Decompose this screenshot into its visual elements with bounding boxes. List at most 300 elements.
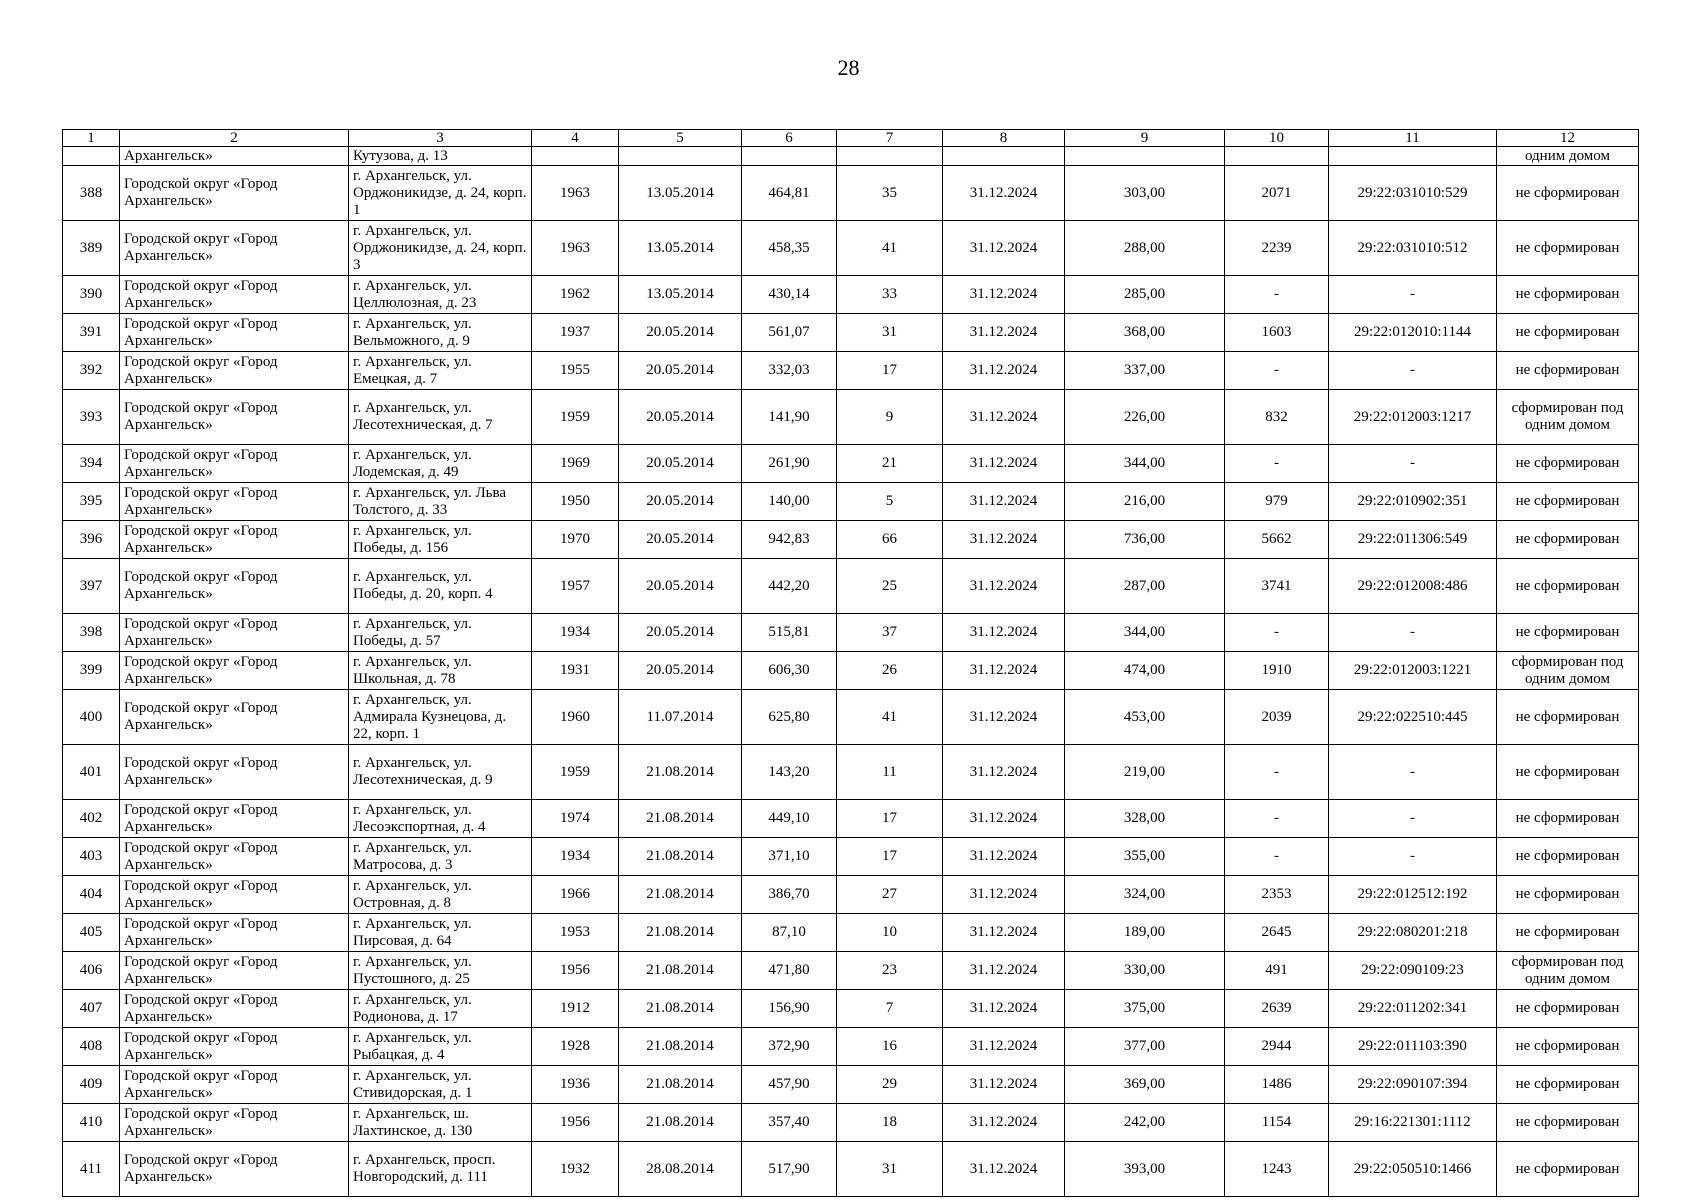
cell-residents: 35 (837, 166, 943, 221)
cell-year: 1955 (532, 352, 619, 390)
cell-residents: 29 (837, 1066, 943, 1104)
table-row (63, 1142, 1639, 1197)
cell-status: не сформирован (1497, 1104, 1639, 1142)
cell-year: 1934 (532, 614, 619, 652)
cell-number: 405 (63, 914, 120, 952)
page-number: 28 (837, 55, 860, 80)
table-row (63, 990, 1639, 1028)
cell-date: 13.05.2014 (619, 276, 742, 314)
column-header: 9 (1065, 130, 1225, 147)
cell-deadline: 31.12.2024 (943, 800, 1065, 838)
cell-cadastral: - (1329, 445, 1497, 483)
table-row (63, 276, 1639, 314)
column-header: 6 (742, 130, 837, 147)
cell-date: 20.05.2014 (619, 559, 742, 614)
column-header: 12 (1497, 130, 1639, 147)
cell-year: 1956 (532, 1104, 619, 1142)
cell-residents: 10 (837, 914, 943, 952)
cell-plot: 2353 (1225, 876, 1329, 914)
cell-cadastral: - (1329, 745, 1497, 800)
cell-status: не сформирован (1497, 614, 1639, 652)
cell-address: г. Архангельск, ул. Орджоникидзе, д. 24, корп. 1 (349, 166, 532, 221)
cell-date: 13.05.2014 (619, 221, 742, 276)
column-header: 4 (532, 130, 619, 147)
cell-land-area: 285,00 (1065, 276, 1225, 314)
cell-number: 407 (63, 990, 120, 1028)
table-row (63, 876, 1639, 914)
cell-date: 20.05.2014 (619, 614, 742, 652)
cell-residents: 11 (837, 745, 943, 800)
cell-cadastral: - (1329, 352, 1497, 390)
cell-year: 1934 (532, 838, 619, 876)
cell-year: 1970 (532, 521, 619, 559)
cell-year: 1966 (532, 876, 619, 914)
cell-owner: Городской округ «Город Архангельск» (120, 652, 349, 690)
cell-residents: 66 (837, 521, 943, 559)
cell-number: 393 (63, 390, 120, 445)
cell-land-area: 337,00 (1065, 352, 1225, 390)
cell-cadastral: 29:22:012008:486 (1329, 559, 1497, 614)
column-number-header (63, 130, 1639, 147)
cell-deadline: 31.12.2024 (943, 652, 1065, 690)
cell-land-area: 368,00 (1065, 314, 1225, 352)
cell-land-area: 377,00 (1065, 1028, 1225, 1066)
cell-deadline: 31.12.2024 (943, 1028, 1065, 1066)
cell-status: не сформирован (1497, 914, 1639, 952)
cell-cadastral: 29:22:090109:23 (1329, 952, 1497, 990)
cell-area: 261,90 (742, 445, 837, 483)
cell-owner: Городской округ «Город Архангельск» (120, 1142, 349, 1197)
cell-number: 406 (63, 952, 120, 990)
cell-date: 21.08.2014 (619, 914, 742, 952)
cell-address: г. Архангельск, ул. Стивидорская, д. 1 (349, 1066, 532, 1104)
column-header: 3 (349, 130, 532, 147)
cell-address: г. Архангельск, ул. Пустошного, д. 25 (349, 952, 532, 990)
cell-plot: 2944 (1225, 1028, 1329, 1066)
cell-plot: 2645 (1225, 914, 1329, 952)
cell-residents: 18 (837, 1104, 943, 1142)
cell-owner: Городской округ «Город Архангельск» (120, 221, 349, 276)
cell-residents: 31 (837, 314, 943, 352)
cell-cadastral: 29:22:022510:445 (1329, 690, 1497, 745)
cell-cadastral: 29:22:012003:1217 (1329, 390, 1497, 445)
cell-area: 87,10 (742, 914, 837, 952)
cell-plot: - (1225, 838, 1329, 876)
cell-area: 517,90 (742, 1142, 837, 1197)
cell-plot: 3741 (1225, 559, 1329, 614)
cell-deadline: 31.12.2024 (943, 1066, 1065, 1104)
cell-land-area: 355,00 (1065, 838, 1225, 876)
cell-area: 471,80 (742, 952, 837, 990)
cell-area: 141,90 (742, 390, 837, 445)
cell-land-area: 242,00 (1065, 1104, 1225, 1142)
cell-residents: 26 (837, 652, 943, 690)
cell-number: 409 (63, 1066, 120, 1104)
cell-year: 1936 (532, 1066, 619, 1104)
cell-date: 20.05.2014 (619, 314, 742, 352)
cell-residents: 7 (837, 990, 943, 1028)
table-row (63, 521, 1639, 559)
cell-status: сформирован под одним домом (1497, 652, 1639, 690)
cell-area: 625,80 (742, 690, 837, 745)
table-row (63, 352, 1639, 390)
cell-date: 21.08.2014 (619, 1028, 742, 1066)
cell-deadline: 31.12.2024 (943, 838, 1065, 876)
cell-land-area (1065, 147, 1225, 166)
cell-deadline: 31.12.2024 (943, 745, 1065, 800)
cell-plot (1225, 147, 1329, 166)
cell-cadastral: - (1329, 614, 1497, 652)
cell-number: 391 (63, 314, 120, 352)
column-header: 5 (619, 130, 742, 147)
cell-cadastral: 29:22:012512:192 (1329, 876, 1497, 914)
cell-deadline: 31.12.2024 (943, 990, 1065, 1028)
cell-area: 332,03 (742, 352, 837, 390)
cell-deadline: 31.12.2024 (943, 952, 1065, 990)
cell-address: г. Архангельск, ул. Адмирала Кузнецова, д. 22, корп. 1 (349, 690, 532, 745)
cell-land-area: 226,00 (1065, 390, 1225, 445)
cell-cadastral: 29:22:050510:1466 (1329, 1142, 1497, 1197)
cell-status: не сформирован (1497, 483, 1639, 521)
cell-area: 464,81 (742, 166, 837, 221)
cell-plot: 1154 (1225, 1104, 1329, 1142)
cell-number: 390 (63, 276, 120, 314)
cell-area: 156,90 (742, 990, 837, 1028)
cell-area: 561,07 (742, 314, 837, 352)
cell-number: 394 (63, 445, 120, 483)
cell-year: 1937 (532, 314, 619, 352)
cell-owner: Городской округ «Город Архангельск» (120, 914, 349, 952)
cell-area: 140,00 (742, 483, 837, 521)
cell-number: 402 (63, 800, 120, 838)
cell-plot: 979 (1225, 483, 1329, 521)
cell-land-area: 393,00 (1065, 1142, 1225, 1197)
continuation-row (63, 147, 1639, 166)
cell-address: г. Архангельск, ш. Лахтинское, д. 130 (349, 1104, 532, 1142)
cell-number: 396 (63, 521, 120, 559)
cell-residents: 27 (837, 876, 943, 914)
cell-residents: 41 (837, 221, 943, 276)
cell-land-area: 303,00 (1065, 166, 1225, 221)
cell-status: не сформирован (1497, 276, 1639, 314)
cell-residents: 9 (837, 390, 943, 445)
cell-deadline: 31.12.2024 (943, 352, 1065, 390)
cell-land-area: 344,00 (1065, 614, 1225, 652)
table-row (63, 652, 1639, 690)
cell-date: 21.08.2014 (619, 876, 742, 914)
table-row (63, 314, 1639, 352)
cell-deadline: 31.12.2024 (943, 390, 1065, 445)
cell-cadastral: - (1329, 800, 1497, 838)
cell-number: 399 (63, 652, 120, 690)
header-row (63, 130, 1639, 147)
cell-owner: Городской округ «Город Архангельск» (120, 1028, 349, 1066)
cell-owner: Городской округ «Город Архангельск» (120, 990, 349, 1028)
cell-land-area: 328,00 (1065, 800, 1225, 838)
table-row (63, 745, 1639, 800)
cell-number: 403 (63, 838, 120, 876)
cell-area: 515,81 (742, 614, 837, 652)
cell-area: 357,40 (742, 1104, 837, 1142)
column-header: 1 (63, 130, 120, 147)
cell-number (63, 147, 120, 166)
cell-owner: Городской округ «Город Архангельск» (120, 445, 349, 483)
cell-number: 410 (63, 1104, 120, 1142)
cell-deadline: 31.12.2024 (943, 276, 1065, 314)
cell-status: сформирован под одним домом (1497, 952, 1639, 990)
table-row (63, 166, 1639, 221)
cell-status: не сформирован (1497, 521, 1639, 559)
cell-cadastral: 29:22:010902:351 (1329, 483, 1497, 521)
cell-status: не сформирован (1497, 800, 1639, 838)
cell-plot: 832 (1225, 390, 1329, 445)
cell-land-area: 736,00 (1065, 521, 1225, 559)
cell-cadastral: 29:22:090107:394 (1329, 1066, 1497, 1104)
cell-year: 1962 (532, 276, 619, 314)
cell-number: 392 (63, 352, 120, 390)
cell-date: 21.08.2014 (619, 800, 742, 838)
cell-year: 1960 (532, 690, 619, 745)
cell-year (532, 147, 619, 166)
cell-year: 1950 (532, 483, 619, 521)
cell-plot: 5662 (1225, 521, 1329, 559)
cell-address: г. Архангельск, ул. Лесотехническая, д. 7 (349, 390, 532, 445)
cell-cadastral: 29:22:080201:218 (1329, 914, 1497, 952)
cell-address: г. Архангельск, ул. Победы, д. 20, корп. 4 (349, 559, 532, 614)
cell-address: г. Архангельск, ул. Победы, д. 156 (349, 521, 532, 559)
cell-plot: - (1225, 800, 1329, 838)
cell-owner: Городской округ «Город Архангельск» (120, 276, 349, 314)
cell-deadline: 31.12.2024 (943, 1142, 1065, 1197)
cell-year: 1959 (532, 390, 619, 445)
cell-deadline (943, 147, 1065, 166)
cell-owner: Городской округ «Город Архангельск» (120, 952, 349, 990)
cell-residents: 17 (837, 838, 943, 876)
cell-address: г. Архангельск, ул. Льва Толстого, д. 33 (349, 483, 532, 521)
cell-year: 1957 (532, 559, 619, 614)
cell-number: 389 (63, 221, 120, 276)
cell-plot: - (1225, 352, 1329, 390)
cell-status: не сформирован (1497, 745, 1639, 800)
cell-owner: Городской округ «Город Архангельск» (120, 1104, 349, 1142)
cell-plot: 1910 (1225, 652, 1329, 690)
cell-status: не сформирован (1497, 1066, 1639, 1104)
cell-address: г. Архангельск, ул. Лодемская, д. 49 (349, 445, 532, 483)
table-row (63, 952, 1639, 990)
table-row (63, 838, 1639, 876)
cell-owner: Городской округ «Город Архангельск» (120, 559, 349, 614)
cell-land-area: 219,00 (1065, 745, 1225, 800)
cell-year: 1956 (532, 952, 619, 990)
cell-deadline: 31.12.2024 (943, 1104, 1065, 1142)
table-row (63, 390, 1639, 445)
cell-owner: Городской округ «Город Архангельск» (120, 1066, 349, 1104)
cell-status: не сформирован (1497, 990, 1639, 1028)
cell-date: 13.05.2014 (619, 166, 742, 221)
cell-plot: 1603 (1225, 314, 1329, 352)
cell-area: 458,35 (742, 221, 837, 276)
cell-year: 1963 (532, 221, 619, 276)
cell-residents: 33 (837, 276, 943, 314)
cell-plot: 2639 (1225, 990, 1329, 1028)
cell-number: 400 (63, 690, 120, 745)
cell-area: 449,10 (742, 800, 837, 838)
cell-address: г. Архангельск, ул. Островная, д. 8 (349, 876, 532, 914)
cell-status: одним домом (1497, 147, 1639, 166)
cell-residents: 25 (837, 559, 943, 614)
cell-deadline: 31.12.2024 (943, 690, 1065, 745)
cell-cadastral: 29:22:012010:1144 (1329, 314, 1497, 352)
cell-plot: - (1225, 745, 1329, 800)
cell-area (742, 147, 837, 166)
cell-land-area: 216,00 (1065, 483, 1225, 521)
cell-address: г. Архангельск, просп. Новгородский, д. 111 (349, 1142, 532, 1197)
cell-land-area: 330,00 (1065, 952, 1225, 990)
cell-address: г. Архангельск, ул. Лесотехническая, д. 9 (349, 745, 532, 800)
cell-land-area: 288,00 (1065, 221, 1225, 276)
cell-residents: 17 (837, 800, 943, 838)
table-body (63, 147, 1639, 1197)
column-header: 2 (120, 130, 349, 147)
cell-land-area: 453,00 (1065, 690, 1225, 745)
cell-date: 21.08.2014 (619, 990, 742, 1028)
table-row (63, 614, 1639, 652)
cell-address: г. Архангельск, ул. Вельможного, д. 9 (349, 314, 532, 352)
cell-year: 1963 (532, 166, 619, 221)
cell-number: 404 (63, 876, 120, 914)
cell-area: 372,90 (742, 1028, 837, 1066)
cell-owner: Городской округ «Город Архангельск» (120, 838, 349, 876)
column-header: 11 (1329, 130, 1497, 147)
cell-area: 942,83 (742, 521, 837, 559)
cell-date: 28.08.2014 (619, 1142, 742, 1197)
cell-cadastral: 29:16:221301:1112 (1329, 1104, 1497, 1142)
cell-date: 21.08.2014 (619, 1066, 742, 1104)
cell-number: 397 (63, 559, 120, 614)
cell-owner: Городской округ «Город Архангельск» (120, 800, 349, 838)
table-row (63, 445, 1639, 483)
cell-number: 408 (63, 1028, 120, 1066)
cell-owner: Городской округ «Город Архангельск» (120, 876, 349, 914)
cell-land-area: 344,00 (1065, 445, 1225, 483)
table-row (63, 1028, 1639, 1066)
cell-plot: - (1225, 276, 1329, 314)
cell-land-area: 324,00 (1065, 876, 1225, 914)
cell-number: 401 (63, 745, 120, 800)
cell-area: 457,90 (742, 1066, 837, 1104)
cell-plot: 2039 (1225, 690, 1329, 745)
cell-owner: Городской округ «Город Архангельск» (120, 314, 349, 352)
cell-number: 398 (63, 614, 120, 652)
cell-owner: Городской округ «Город Архангельск» (120, 483, 349, 521)
cell-cadastral: 29:22:012003:1221 (1329, 652, 1497, 690)
cell-owner: Городской округ «Город Архангельск» (120, 166, 349, 221)
cell-address: Кутузова, д. 13 (349, 147, 532, 166)
table-row (63, 914, 1639, 952)
table-row (63, 690, 1639, 745)
cell-address: г. Архангельск, ул. Лесоэкспортная, д. 4 (349, 800, 532, 838)
cell-cadastral: 29:22:031010:529 (1329, 166, 1497, 221)
cell-residents (837, 147, 943, 166)
cell-cadastral: 29:22:011306:549 (1329, 521, 1497, 559)
cell-status: не сформирован (1497, 445, 1639, 483)
cell-date (619, 147, 742, 166)
column-header: 7 (837, 130, 943, 147)
cell-area: 442,20 (742, 559, 837, 614)
cell-land-area: 375,00 (1065, 990, 1225, 1028)
cell-status: не сформирован (1497, 221, 1639, 276)
housing-registry-table (62, 129, 1639, 1197)
cell-owner: Городской округ «Город Архангельск» (120, 352, 349, 390)
cell-plot: 1486 (1225, 1066, 1329, 1104)
table-row (63, 559, 1639, 614)
cell-plot: - (1225, 614, 1329, 652)
table-row (63, 221, 1639, 276)
cell-plot: 2239 (1225, 221, 1329, 276)
cell-area: 371,10 (742, 838, 837, 876)
cell-cadastral (1329, 147, 1497, 166)
cell-land-area: 189,00 (1065, 914, 1225, 952)
cell-deadline: 31.12.2024 (943, 521, 1065, 559)
cell-address: г. Архангельск, ул. Родионова, д. 17 (349, 990, 532, 1028)
cell-address: г. Архангельск, ул. Орджоникидзе, д. 24, корп. 3 (349, 221, 532, 276)
cell-owner: Городской округ «Город Архангельск» (120, 745, 349, 800)
cell-owner: Городской округ «Город Архангельск» (120, 614, 349, 652)
column-header: 10 (1225, 130, 1329, 147)
cell-address: г. Архангельск, ул. Победы, д. 57 (349, 614, 532, 652)
cell-address: г. Архангельск, ул. Рыбацкая, д. 4 (349, 1028, 532, 1066)
cell-cadastral: - (1329, 838, 1497, 876)
cell-cadastral: 29:22:011202:341 (1329, 990, 1497, 1028)
cell-plot: 491 (1225, 952, 1329, 990)
cell-cadastral: 29:22:011103:390 (1329, 1028, 1497, 1066)
cell-year: 1953 (532, 914, 619, 952)
cell-owner: Городской округ «Город Архангельск» (120, 521, 349, 559)
cell-address: г. Архангельск, ул. Емецкая, д. 7 (349, 352, 532, 390)
cell-date: 20.05.2014 (619, 352, 742, 390)
cell-area: 606,30 (742, 652, 837, 690)
cell-number: 411 (63, 1142, 120, 1197)
cell-residents: 5 (837, 483, 943, 521)
cell-address: г. Архангельск, ул. Целлюлозная, д. 23 (349, 276, 532, 314)
cell-deadline: 31.12.2024 (943, 614, 1065, 652)
cell-status: не сформирован (1497, 838, 1639, 876)
cell-residents: 16 (837, 1028, 943, 1066)
cell-year: 1932 (532, 1142, 619, 1197)
cell-deadline: 31.12.2024 (943, 445, 1065, 483)
cell-deadline: 31.12.2024 (943, 483, 1065, 521)
cell-status: не сформирован (1497, 1142, 1639, 1197)
cell-number: 395 (63, 483, 120, 521)
cell-date: 20.05.2014 (619, 652, 742, 690)
cell-date: 20.05.2014 (619, 445, 742, 483)
cell-date: 21.08.2014 (619, 952, 742, 990)
cell-residents: 21 (837, 445, 943, 483)
cell-date: 21.08.2014 (619, 838, 742, 876)
cell-deadline: 31.12.2024 (943, 914, 1065, 952)
cell-deadline: 31.12.2024 (943, 166, 1065, 221)
cell-plot: - (1225, 445, 1329, 483)
cell-deadline: 31.12.2024 (943, 314, 1065, 352)
cell-owner: Городской округ «Город Архангельск» (120, 390, 349, 445)
cell-land-area: 369,00 (1065, 1066, 1225, 1104)
cell-residents: 37 (837, 614, 943, 652)
table-row (63, 800, 1639, 838)
cell-status: сформирован под одним домом (1497, 390, 1639, 445)
cell-status: не сформирован (1497, 1028, 1639, 1066)
cell-deadline: 31.12.2024 (943, 559, 1065, 614)
table-row (63, 1066, 1639, 1104)
